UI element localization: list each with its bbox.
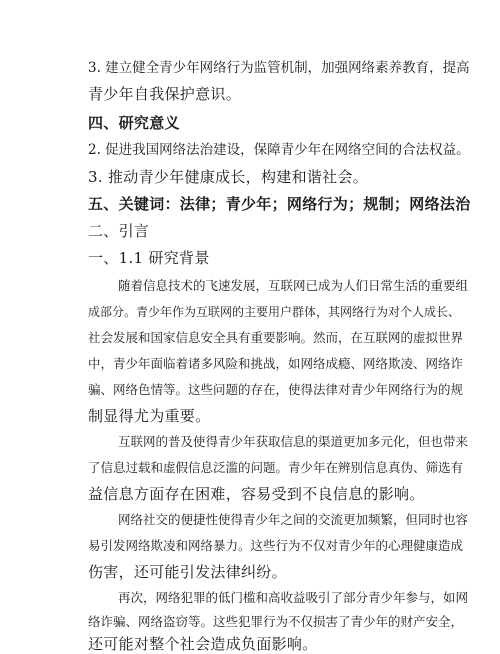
list-item-3: 3. 推动青少年健康成长，构建和谐社会。: [88, 168, 369, 186]
section-heading-significance: 四、研究意义: [88, 114, 180, 132]
paragraph-4-line-3: 还可能对整个社会造成负面影响。: [88, 635, 318, 653]
paragraph-1-line-6: 制显得尤为重要。: [88, 407, 211, 425]
subsection-heading-background: 一、1.1 研究背景: [88, 249, 210, 267]
paragraph-1-line-5: 骗、网络色情等。这些问题的存在，使得法律对青少年网络行为的规: [88, 382, 464, 397]
list-item-3-line-1: 3. 建立健全青少年网络行为监管机制，加强网络素养教育，提高: [88, 60, 470, 76]
keywords-heading: 五、关键词：法律；青少年；网络行为；规制；网络法治: [88, 195, 471, 213]
paragraph-2-line-2: 了信息过载和虚假信息泛滥的问题。青少年在辨别信息真伪、筛选有: [88, 460, 464, 475]
paragraph-4-line-1: 再次，网络犯罪的低门槛和高收益吸引了部分青少年参与，如网: [118, 590, 469, 605]
paragraph-2-line-1: 互联网的普及使得青少年获取信息的渠道更加多元化，但也带来: [118, 434, 469, 449]
paragraph-3-line-1: 网络社交的便捷性使得青少年之间的交流更加频繁，但同时也容: [118, 512, 469, 527]
paragraph-3-line-2: 易引发网络欺凌和网络暴力。这些行为不仅对青少年的心理健康造成: [88, 538, 464, 553]
paragraph-1-line-2: 成部分。青少年作为互联网的主要用户群体，其网络行为对个人成长、: [88, 305, 461, 319]
paragraph-1-line-4: 中，青少年面临着诸多风险和挑战，如网络成瘾、网络欺凌、网络诈: [88, 356, 464, 371]
section-heading-introduction: 二、引言: [88, 222, 150, 240]
paragraph-3-line-3: 伤害，还可能引发法律纠纷。: [88, 563, 287, 581]
list-item-3-line-2: 青少年自我保护意识。: [88, 85, 242, 103]
paragraph-1-line-1: 随着信息技术的飞速发展，互联网已成为人们日常生活的重要组: [118, 278, 469, 293]
paragraph-4-line-2: 络诈骗、网络盗窃等。这些犯罪行为不仅损害了青少年的财产安全，: [88, 614, 464, 629]
list-item-2: 2. 促进我国网络法治建设，保障青少年在网络空间的合法权益。: [88, 142, 470, 158]
paragraph-1-line-3: 社会发展和国家信息安全具有重要影响。然而，在互联网的虚拟世界: [88, 330, 464, 345]
paragraph-2-line-3: 益信息方面存在困难，容易受到不良信息的影响。: [88, 485, 425, 503]
